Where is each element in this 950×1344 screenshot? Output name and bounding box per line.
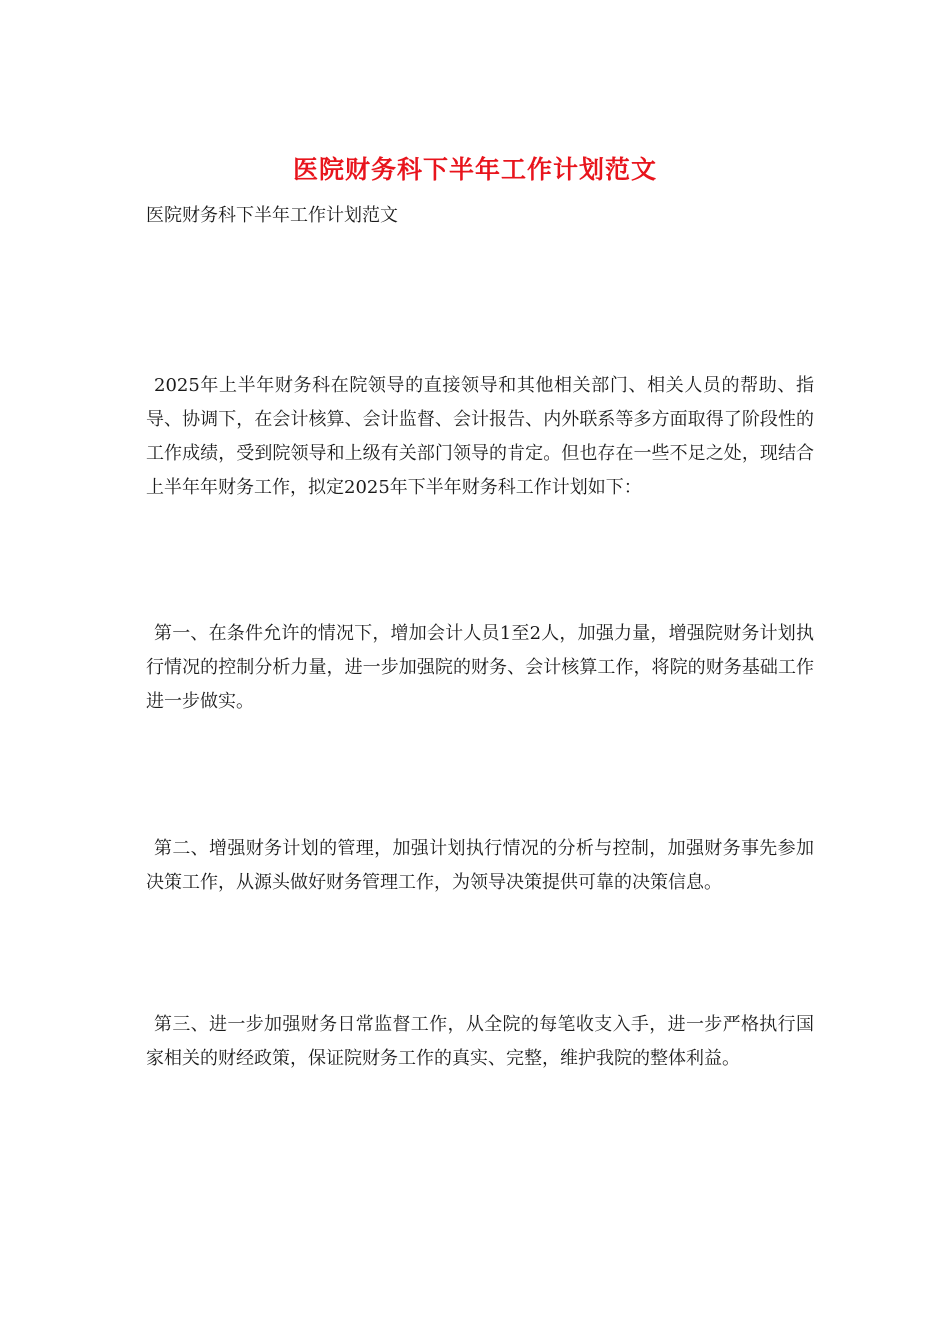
- paragraph-item-1: 第一、在条件允许的情况下，增加会计人员1至2人，加强力量，增强院财务计划执行情况的控制分析力量，进一步加强院的财务、会计核算工作，将院的财务基础工作进一步做实。: [146, 623, 814, 712]
- document-subtitle: 医院财务科下半年工作计划范文: [146, 205, 398, 226]
- document-title: 医院财务科下半年工作计划范文: [292, 155, 657, 184]
- paragraph-intro: 2025年上半年财务科在院领导的直接领导和其他相关部门、相关人员的帮助、指导、协调下，在会计核算、会计监督、会计报告、内外联系等多方面取得了阶段性的工作成绩，受到院领导和上级有关部门领导的肯定。但也存在一些不足之处，现结合上半年年财务工作，拟定2025年下半年财务科工作计划如下：: [146, 375, 814, 498]
- paragraph-item-2: 第二、增强财务计划的管理，加强计划执行情况的分析与控制，加强财务事先参加决策工作，从源头做好财务管理工作，为领导决策提供可靠的决策信息。: [146, 838, 814, 893]
- paragraph-item-3: 第三、进一步加强财务日常监督工作，从全院的每笔收支入手，进一步严格执行国家相关的财经政策，保证院财务工作的真实、完整，维护我院的整体利益。: [146, 1014, 814, 1069]
